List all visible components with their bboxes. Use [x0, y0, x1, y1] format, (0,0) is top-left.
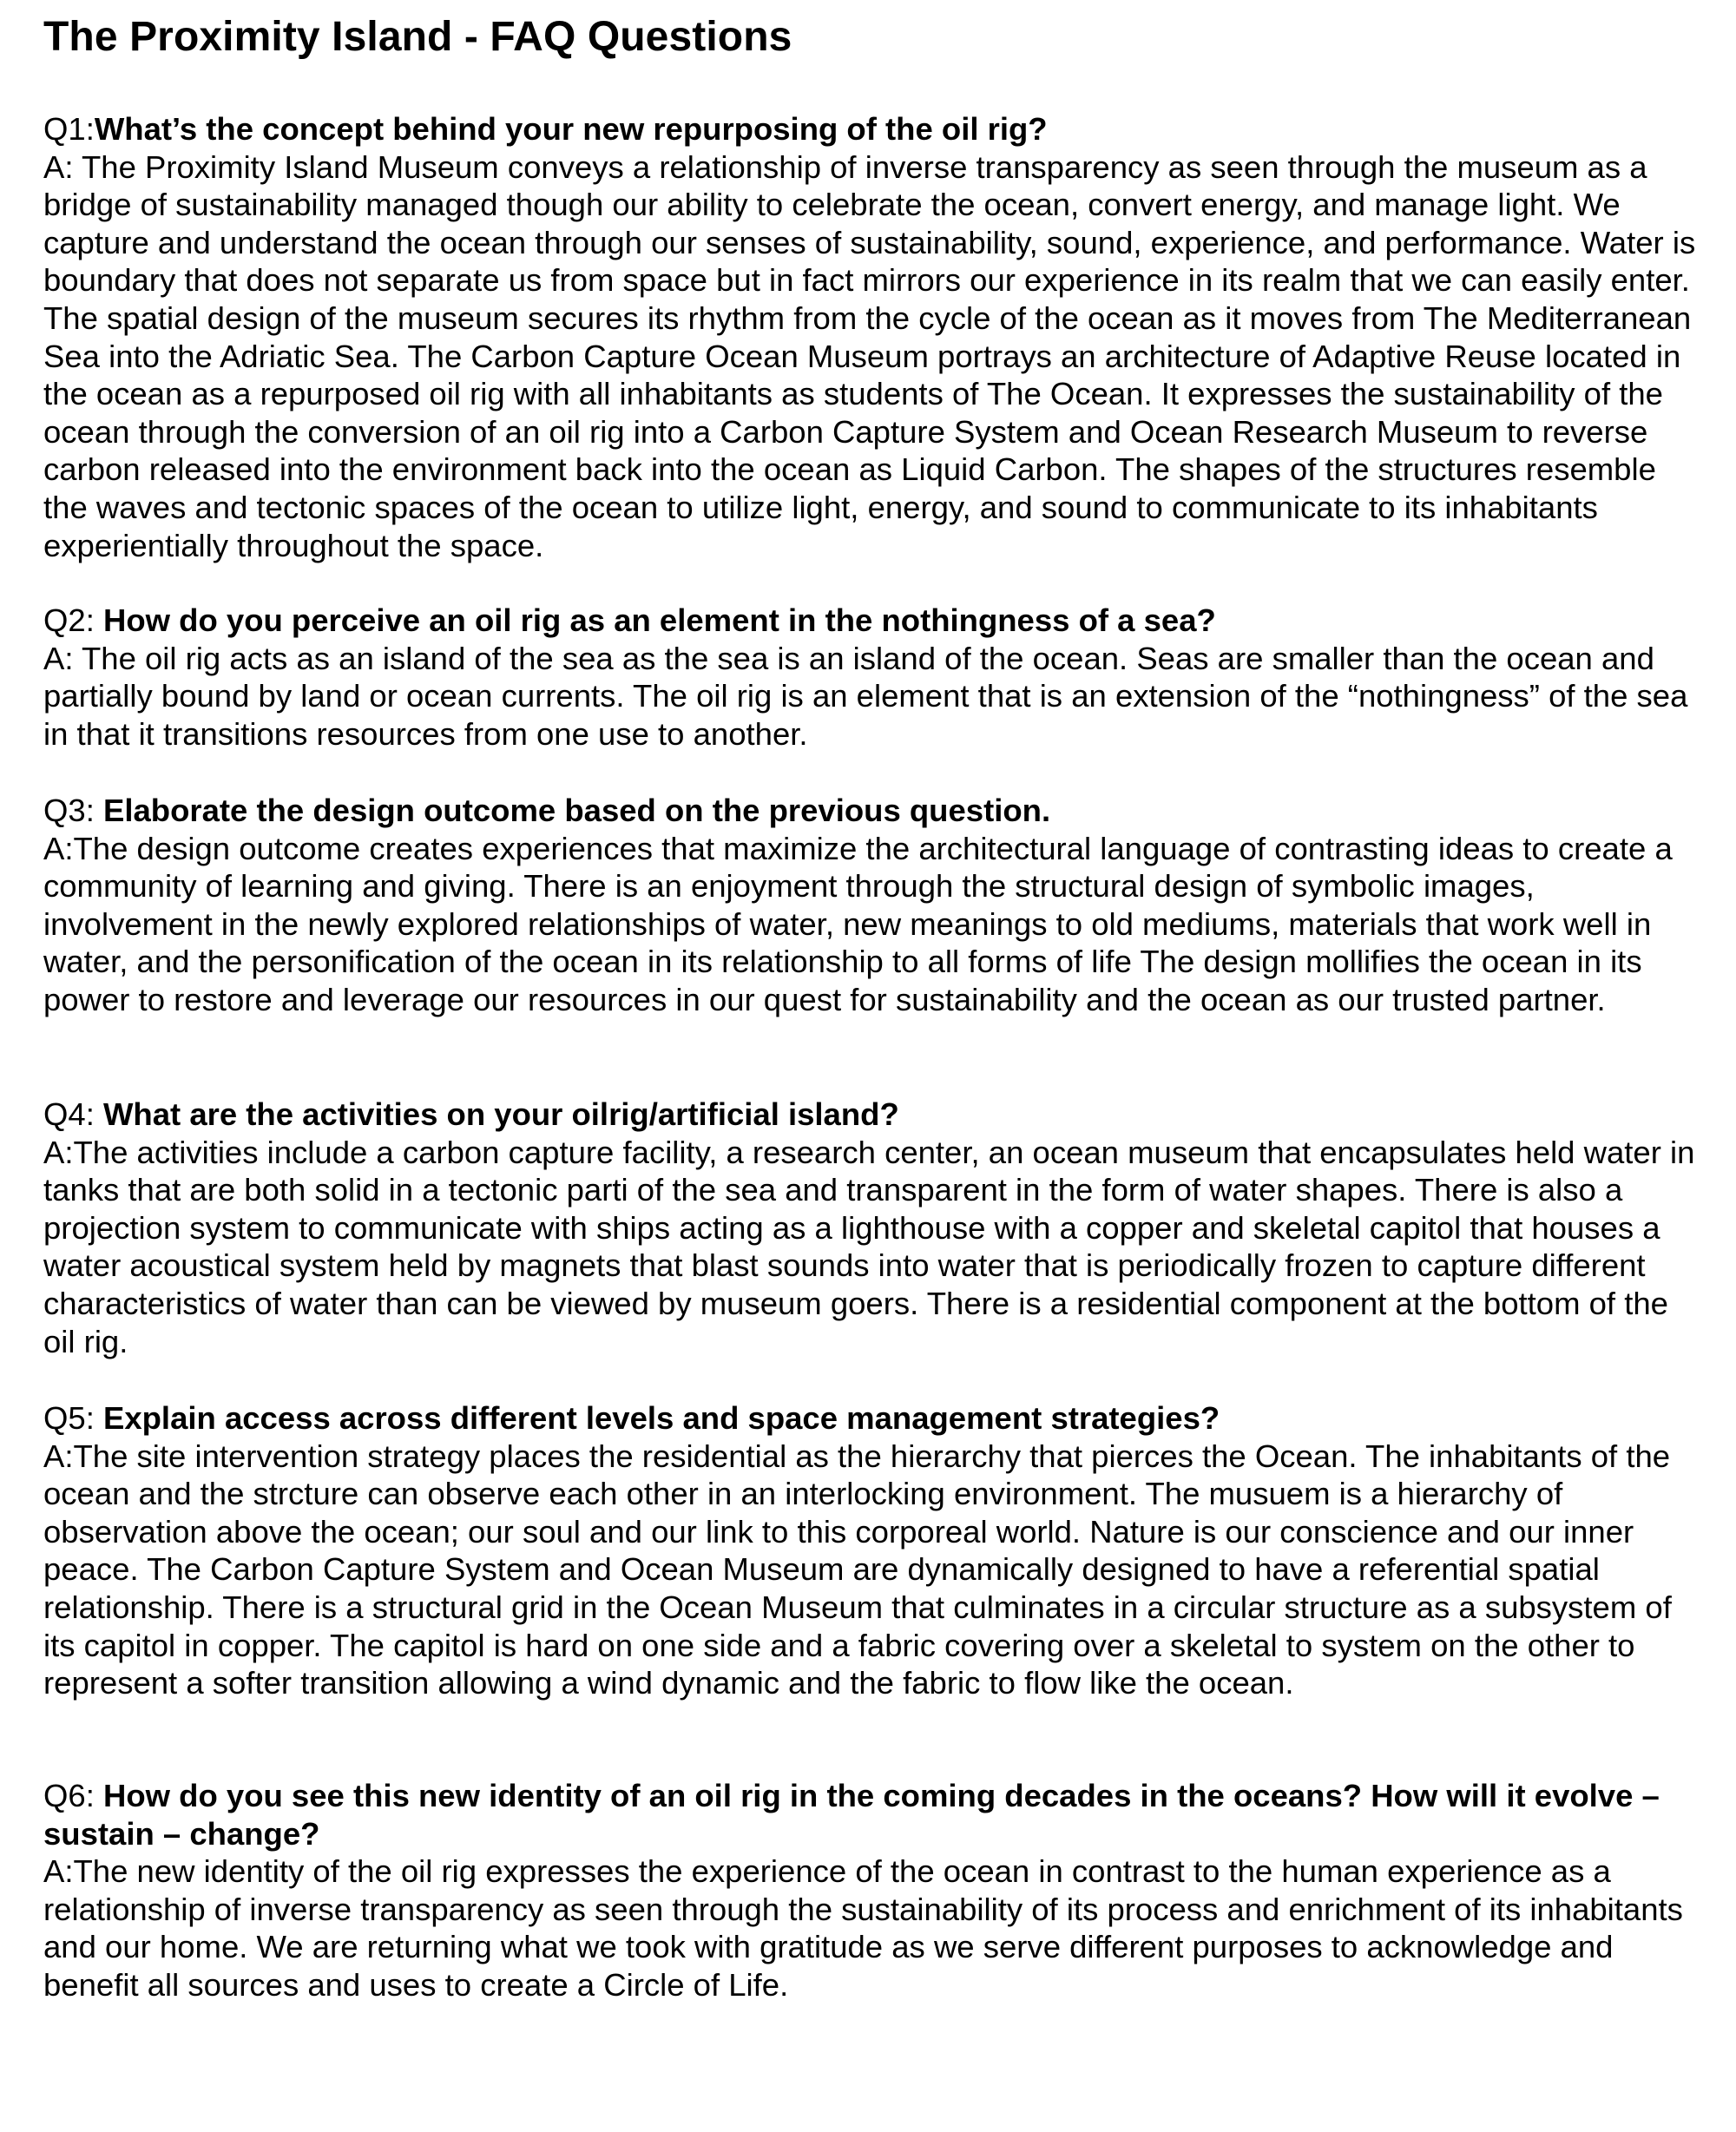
question-line — [43, 1096, 1706, 1134]
faq-item-q6 — [43, 1777, 1706, 2004]
question-text: Elaborate the design outcome based on the previous question. — [102, 793, 1051, 828]
question-line — [43, 1399, 1706, 1438]
question-prefix: Q5: — [43, 1400, 103, 1436]
question-text: What’s the concept behind your new repurposing of the oil rig? — [94, 111, 1048, 147]
faq-item-q2 — [43, 602, 1706, 753]
question-line — [43, 1777, 1706, 1852]
question-prefix: Q4: — [43, 1096, 103, 1132]
question-text: How do you see this new identity of an oil rig in the coming decades in the oceans? How will it evolve – sustain – change? — [43, 1778, 1660, 1852]
document-title: The Proximity Island - FAQ Questions — [43, 14, 792, 60]
answer-text: A: The oil rig acts as an island of the sea as the sea is an island of the ocean. Seas are smaller than the ocean and partially bound by land or ocean currents. The oil rig is an element that is an extension of the “nothingness” of the sea in that it transitions resources from one use to another. — [43, 640, 1688, 752]
answer-text: A:The new identity of the oil rig expresses the experience of the ocean in contrast to the human experience as a relationship of inverse transparency as seen through the sustainability of its process and enrichment of its inhabitants and our home. We are returning what we took with gratitude as we serve different purposes to acknowledge and benefit all sources and uses to create a Circle of Life. — [43, 1853, 1683, 2003]
question-line — [43, 792, 1706, 830]
question-prefix: Q6: — [43, 1778, 103, 1813]
answer-text: A:The activities include a carbon capture facility, a research center, an ocean museum that encapsulates held water in tanks that are both solid in a tectonic parti of the sea and transparent in the form of water shapes. There is also a projection system to communicate with ships acting as a lighthouse with a copper and skeletal capitol that houses a water acoustical system held by magnets that blast sounds into water that is periodically frozen to capture different characteristics of water than can be viewed by museum goers. There is a residential component at the bottom of the oil rig. — [43, 1134, 1695, 1359]
answer-text: A: The Proximity Island Museum conveys a relationship of inverse transparency as seen through the museum as a bridge of sustainability managed though our ability to celebrate the ocean, convert energy, and manage light. We capture and understand the ocean through our senses of sustainability, sound, experience, and performance. Water is boundary that does not separate us from space but in fact mirrors our experience in its realm that we can easily enter. The spatial design of the museum secures its rhythm from the cycle of the ocean as it moves from The Mediterranean Sea into the Adriatic Sea. The Carbon Capture Ocean Museum portrays an architecture of Adaptive Reuse located in the ocean as a repurposed oil rig with all inhabitants as students of The Ocean. It expresses the sustainability of the ocean through the conversion of an oil rig into a Carbon Capture System and Ocean Research Museum to reverse carbon released into the environment back into the ocean as Liquid Carbon. The shapes of the structures resemble the waves and tectonic spaces of the ocean to utilize light, energy, and sound to communicate to its inhabitants experientially throughout the space. — [43, 148, 1696, 563]
question-line — [43, 602, 1706, 640]
faq-item-q4 — [43, 1096, 1706, 1360]
question-prefix: Q3: — [43, 793, 103, 828]
faq-item-q5 — [43, 1399, 1706, 1702]
question-text: How do you perceive an oil rig as an element in the nothingness of a sea? — [102, 602, 1216, 638]
question-prefix: Q1: — [43, 111, 95, 147]
answer-text: A:The site intervention strategy places the residential as the hierarchy that pierces the Ocean. The inhabitants of the ocean and the strcture can observe each other in an interlocking environment. The musuem is a hierarchy of observation above the ocean; our soul and our link to this corporeal world. Nature is our conscience and our inner peace. The Carbon Capture System and Ocean Museum are dynamically designed to have a referential spatial relationship. There is a structural grid in the Ocean Museum that culminates in a circular structure as a subsystem of its capitol in copper. The capitol is hard on one side and a fabric covering over a skeletal to system on the other to represent a softer transition allowing a wind dynamic and the fabric to flow like the ocean. — [43, 1438, 1672, 1701]
question-text: What are the activities on your oilrig/artificial island? — [102, 1096, 899, 1132]
question-text: Explain access across different levels and space management strategies? — [102, 1400, 1220, 1436]
question-line — [43, 110, 1706, 148]
faq-item-q1 — [43, 110, 1706, 564]
question-prefix: Q2: — [43, 602, 103, 638]
faq-item-q3 — [43, 792, 1706, 1019]
answer-text: A:The design outcome creates experiences that maximize the architectural language of contrasting ideas to create a community of learning and giving. There is an enjoyment through the structural design of symbolic images, involvement in the newly explored relationships of water, new meanings to old mediums, materials that work well in water, and the personification of the ocean in its relationship to all forms of life The design mollifies the ocean in its power to restore and leverage our resources in our quest for sustainability and the ocean as our trusted partner. — [43, 830, 1673, 1017]
